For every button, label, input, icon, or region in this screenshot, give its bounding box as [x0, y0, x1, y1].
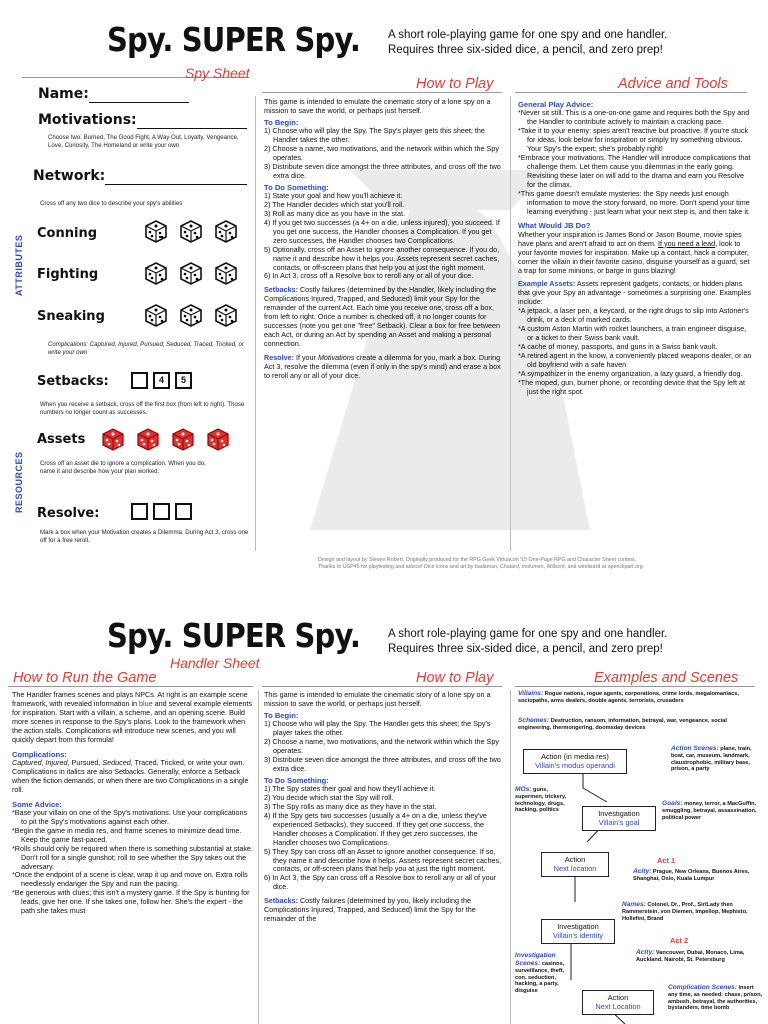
setbacks-help: When you receive a setback, cross off the first box (from left to right). Those numbers no longer count as successes. — [40, 401, 245, 416]
act-2-cities — [636, 949, 760, 964]
credits-line: Thanks to USP45 for playtesting and advice! Dice icons and art by badaman, Chatard, molumen, Willscrit, and wirelizard at openclipart.org. — [318, 564, 645, 571]
do-step: 2) The Handler decides which stat you'll roll. — [264, 200, 405, 210]
scene-box-title: Investigation — [557, 922, 599, 931]
begin-step: 1) Choose who will play the Spy. The Handler gets this sheet; the Spy's player takes the other. — [264, 719, 491, 738]
begin-steps — [264, 127, 504, 181]
setback-boxes — [131, 372, 197, 389]
bottom-how-to-play-heading: How to Play — [416, 670, 494, 686]
assets-label: Assets — [37, 432, 86, 447]
do-step: 5) They Spy can cross off an Asset to ignore another consequence. If so, they name it and describe how it helps. Assets represent secret caches, contacts, or off-screen plans that help you at just the right moment. — [264, 846, 502, 874]
act-2-city-heading: Acity: — [636, 949, 655, 956]
scene-box-investigation-2[interactable] — [541, 919, 615, 944]
column-divider — [510, 96, 511, 551]
villains-text: Rogue nations, rogue agents, corporations, crime lords, megalomaniacs, sociopaths, arms dealers, double agents, terrorists, crusaders — [518, 691, 739, 704]
resolve-help: Mark a box when your Motivation creates a Dilemma. During Act 3, cross one off for a free reroll. — [40, 529, 249, 544]
action-scenes-heading: Action Scenes: — [671, 745, 719, 752]
act-1-label — [657, 857, 677, 866]
die-icon[interactable] — [143, 218, 169, 244]
to-begin-heading: To Begin: — [264, 117, 299, 127]
mos-heading: MOs: — [515, 786, 532, 793]
run-text: The Handler frames scenes and plays NPCs. At right is an example scene framework, with revealed information in — [12, 690, 248, 708]
act-1-cities — [633, 868, 761, 883]
asset-example: *A retired agent in the know, a conveniently placed weapons dealer, or an old boyfriend with a safe haven — [518, 350, 752, 369]
goals-list — [662, 800, 762, 821]
do-step: 4) If the Spy gets two successes (usually a 4+ on a die, unless they've experienced Setbacks), they succeed. If they get one success, the Handler chooses a Complication. If they get zero successes, the Handler chooses two Complications. — [264, 810, 487, 847]
general-advice-heading: General Play Advice: — [518, 100, 594, 109]
do-step: 3) The Spy rolls as many dice as they have in the stat. — [264, 802, 437, 812]
do-steps — [264, 192, 504, 281]
die-icon[interactable] — [213, 260, 239, 286]
advice-item: *Once the endpoint of a scene is clear, wrap it up and move on. Extra rolls needlessly endanger the Spy and ruin the pacing. — [12, 870, 248, 889]
example-assets-heading: Example Assets: — [518, 279, 576, 289]
scene-box-subtitle: Villain's goal — [598, 818, 640, 828]
act-1-text: Act 1 — [657, 856, 676, 865]
scene-box-title: Action — [564, 855, 586, 864]
bottom-title: Spy. SUPER Spy. — [107, 616, 360, 655]
network-line[interactable] — [105, 173, 247, 185]
goals-heading: Goals: — [662, 800, 683, 807]
resolve-text: If your — [293, 352, 318, 362]
jb-heading: What Would JB Do? — [518, 221, 591, 231]
spy-sheet-label: Spy Sheet — [185, 65, 250, 81]
resolve-box[interactable] — [175, 503, 192, 520]
red-die-icon[interactable] — [170, 426, 196, 452]
assets-help: Cross off an asset die to ignore a complication. When you do, name it and describe how your plan worked. — [40, 460, 206, 475]
die-icon[interactable] — [178, 218, 204, 244]
setbacks-text: Costly failures (determined by the Handler, likely including the Complications Injured, Trapped, and Seduced) limit your Spy for the remainder of the current Act. Each time you receive one, cross off a box, from left to right. Once a number is checked off, it no longer counts for successes (note you get one "free" Setback). Clear a box for free between each Act, or during an Act by spending an Asset and making a personal connection. — [264, 285, 501, 348]
begin-step: 1) Choose who will play the Spy. The Spy's player gets this sheet; the Handler takes the other. — [264, 126, 485, 145]
top-tagline-line-1: A short role-playing game for one spy and one handler. — [388, 29, 668, 41]
to-do-heading: To Do Something: — [264, 182, 329, 192]
asset-example: *A custom Aston Martin with rocket launchers, a train engineer disguise, or a ticket to their Swiss bank vault. — [518, 324, 747, 343]
begin-step: 3) Distribute seven dice amongst the three attributes, and cross off the two extra dice. — [264, 754, 501, 773]
name-field[interactable] — [38, 86, 189, 103]
scene-box-opening[interactable] — [523, 749, 627, 774]
scene-box-subtitle: Next Location — [595, 1002, 641, 1012]
attribute-fighting: Fighting — [37, 267, 99, 282]
top-title: Spy. SUPER Spy. — [107, 20, 360, 59]
resolve-text-italic: Motivations — [317, 352, 355, 362]
names-list — [622, 901, 762, 922]
handler-sheet-label: Handler Sheet — [170, 655, 260, 671]
complications-help-text: Captured, Injured, Pursued, Seduced, Traced, Tricked, or write your own — [48, 341, 244, 356]
motivations-line[interactable] — [137, 117, 247, 129]
motivations-label: Motivations: — [38, 112, 137, 128]
mos-list — [515, 786, 577, 814]
setbacks-paragraph — [264, 286, 504, 348]
complication-scenes-text: insert any time, as needed: chase, prison, ambush, betrayal, the authorities, bystanders, time bomb — [668, 985, 763, 1012]
asset-example: *A sympathizer in the enemy organization, a lazy guard, a friendly dog. — [518, 368, 743, 378]
die-icon[interactable] — [178, 302, 204, 328]
setbacks-lead: Setbacks: — [264, 285, 298, 295]
attributes-help: Cross off any two dice to describe your spy's abilities — [40, 200, 183, 207]
scene-box-title: Action — [607, 993, 629, 1002]
assets-intro: Assets represent gadgets, contacts, or hidden plans that give your Spy an advantage - sometimes a surprising one. Examples include: — [518, 279, 751, 307]
lead-link[interactable]: If you need a lead — [658, 238, 716, 248]
examples-heading: Examples and Scenes — [594, 670, 739, 686]
asset-example: *A jetpack, a laser pen, a keycard, or the right drugs to slip into Astoner's drink, or a deck of marked cards. — [518, 306, 749, 325]
general-advice-list — [518, 109, 752, 216]
resolve-box[interactable] — [153, 503, 170, 520]
investigation-scenes-text: casinos, surveillance, theft, con, seduction, hacking, a party, disguise — [515, 960, 565, 994]
resolve-paragraph — [264, 354, 504, 381]
advice-body — [518, 98, 752, 396]
motivations-help: Choose two: Burned, The Good Fight, A Way Out, Loyalty, Vengeance, Love, Curiosity, The Homeland or write your own — [48, 134, 239, 149]
scene-box-title: Action (in media res) — [541, 752, 609, 761]
resolve-box[interactable] — [131, 503, 148, 520]
red-die-icon[interactable] — [205, 426, 231, 452]
do-step: 2) You decide which stat the Spy will roll. — [264, 793, 394, 803]
villains-heading: Villains: — [518, 690, 544, 697]
do-step: 4) If you get two successes (a 4+ on a die, unless injured), you succeed. If you get one success, the Handler chooses a Complication. If you get zero successes, the Handler chooses two Complications. — [264, 217, 500, 245]
credits-line: Design and layout by Steven Robert. Originally produced for the RPG Geek Virtuacon '15 One-Page RPG and Character Sheet contest. — [318, 557, 637, 563]
assets-paragraph — [518, 280, 752, 307]
attributes-side-label: ATTRIBUTES — [14, 234, 24, 296]
some-advice-heading: Some Advice: — [12, 799, 62, 809]
schemes-heading: Schemes: — [518, 717, 550, 724]
run-game-body — [12, 691, 254, 916]
resolve-lead: Resolve: — [264, 352, 294, 362]
run-intro — [12, 691, 254, 745]
advice-heading: Advice and Tools — [618, 76, 728, 92]
resolve-label: Resolve: — [37, 506, 100, 521]
die-icon[interactable] — [143, 302, 169, 328]
intro-paragraph: This game is intended to emulate the cinematic story of a lone spy on a mission to save the world, or perhaps just herself. — [264, 690, 491, 708]
to-begin-heading: To Begin: — [264, 710, 299, 720]
scene-box-subtitle: Villain's modus operandi — [535, 761, 615, 771]
do-step: 5) Optionally, cross off an Asset to ignore another consequence. If you do, name it and describe how it helps you. Assets represent secret caches, contacts, or off-screen plans that help you at just the right moment. — [264, 244, 500, 272]
run-game-heading: How to Run the Game — [13, 670, 157, 686]
villains-list — [518, 690, 758, 705]
jb-text: Whether your inspiration is James Bond or Jason Bourne, movie spies have plans and aren't afraid to act on them. — [518, 229, 742, 248]
resolve-boxes — [131, 503, 197, 520]
do-step: 1) State your goal and how you'll achieve it. — [264, 191, 403, 201]
advice-item: *Never sit still. This is a one-on-one game and requires both the Spy and the Handler to contribute actively to maintain a cracking pace. — [518, 108, 750, 127]
complications-paragraph: Complications in italics are also Setbacks. Generally, enforce a Setback when the fiction demands, or when there are two Complications in a single roll. — [12, 766, 249, 794]
die-icon[interactable] — [178, 260, 204, 286]
complications-help-lead: Complications: — [48, 341, 88, 348]
die-icon[interactable] — [143, 260, 169, 286]
setbacks-label: Setbacks: — [37, 374, 109, 389]
attribute-conning: Conning — [37, 226, 97, 241]
top-tagline — [388, 28, 667, 58]
setbacks-text: Costly failures (determined by you, likely including the Complications Injured, Trapped, and Seduced) limit the Spy for the remainder of the — [264, 896, 476, 924]
advice-item: *Take it to your enemy: spies aren't reactive but proactive. If you're stuck for ideas, look below for inspiration or simply try something obvious. Your Spy's the expert; she's probably right! — [518, 126, 749, 154]
conning-dice — [143, 218, 248, 247]
mos-text: guns, supermen, trickery, technology, drugs, hacking, politics — [515, 787, 567, 814]
fighting-dice — [143, 260, 248, 289]
act-1-city-heading: Acity: — [633, 868, 652, 875]
complication-scenes-list — [668, 984, 764, 1012]
begin-step: 2) Choose a name, two motivations, and the network within which the Spy operates. — [264, 737, 499, 756]
setbacks-lead: Setbacks: — [264, 896, 298, 906]
attribute-sneaking: Sneaking — [37, 309, 105, 324]
network-field[interactable] — [33, 168, 247, 185]
run-blue-word: blue — [139, 698, 153, 708]
comp-text: Pursued, — [69, 757, 103, 767]
action-scenes-text: plane, train, boat, car, museum, landmark, claustrophobic, military base, prison, a party — [671, 746, 752, 773]
comp-italic: Captured, Injured, — [12, 757, 70, 767]
advice-item: *This game doesn't emulate mysteries: the Spy needs just enough information to move the story forward, no more. Don't spend your time learning everything - just learn what your next step is, and then take it. — [518, 188, 750, 216]
goals-text: money, terror, a MacGuffin, smuggling, betrayal, assassination, political power — [662, 801, 757, 821]
scene-box-action-2[interactable] — [541, 852, 609, 877]
action-scenes-list — [671, 745, 763, 773]
names-heading: Names: — [622, 901, 646, 908]
advice-item: *Begin the game in media res, and frame scenes to minimize dead time. Keep the game fast-paced. — [12, 825, 242, 844]
asset-example: *A cache of money, passports, and guns in a Swiss bank vault. — [518, 341, 718, 351]
bottom-tagline-line-1: A short role-playing game for one spy and one handler. — [388, 628, 668, 640]
motivations-field[interactable] — [38, 112, 247, 129]
names-text: Colonel, Dr., Prof., Sir/Lady then Rammerstein, von Diemen, Impellop, Mephisto, Hollefini, Brand — [622, 902, 748, 922]
schemes-list — [518, 717, 758, 732]
top-how-to-play-body — [264, 98, 504, 381]
asset-example: *The moped, gun, burner phone, or recording device that the Spy left at just the right spot. — [518, 377, 745, 396]
advice-item: *Base your villain on one of the Spy's motivations. Use your complications to pit the Spy's motivations against each other. — [12, 808, 248, 826]
schemes-text: Destruction, ransom, information, betrayal, war, vengeance, social engineering, thermongering, doomsday devices — [518, 718, 727, 731]
name-label: Name: — [38, 86, 89, 102]
setback-box[interactable]: 5 — [175, 372, 192, 389]
investigation-scenes-list — [515, 952, 575, 995]
do-step: 6) In Act 3, the Spy can cross off a Resolve box to reroll any or all of your dice. — [264, 873, 496, 892]
act-2-label — [670, 937, 700, 946]
column-divider — [255, 96, 256, 551]
top-tagline-line-2: Requires three six-sided dice, a pencil, and zero prep! — [388, 43, 663, 56]
setback-box[interactable]: 4 — [153, 372, 170, 389]
complications-help — [48, 341, 248, 357]
how-to-play-heading: How to Play — [416, 76, 494, 92]
column-divider — [258, 690, 259, 1024]
advice-item: *Be generous with clues; this isn't a mystery game. If the Spy is hunting for leads, give her one. If she takes one, follow her. She's the expert - the path she takes must — [12, 888, 250, 916]
act-2-text: Act 2 — [670, 936, 689, 945]
complications-heading: Complications: — [12, 749, 67, 759]
asset-dice — [100, 426, 240, 455]
column-divider — [510, 690, 511, 1024]
do-step: 6) In Act 3, cross off a Resolve box to reroll any or all of your dice. — [264, 271, 474, 281]
bottom-how-to-play-body — [264, 691, 504, 924]
scene-box-subtitle: Next location — [553, 864, 597, 874]
advice-item: *Embrace your motivations. The Handler will introduce complications that challenge them. Let them cause you dilemmas in the early going. Revisiting these later on will add to the drama and earn you Resolve for the climax. — [518, 153, 751, 189]
complication-scenes-heading: Complication Scenes: — [668, 984, 737, 991]
comp-italic: Seduced, — [102, 757, 133, 767]
assets-list — [518, 307, 752, 396]
red-die-icon[interactable] — [100, 426, 126, 452]
handler-advice-list — [12, 809, 254, 916]
act-1-city-text: Prague, New Orleans, Buenos Aires, Shanghai, Oslo, Kuala Lumpur — [633, 869, 750, 882]
advice-item: *Rolls should only be required when there is something substantial at stake. Don't roll for a single gunshot; roll to see whether the Spy takes out the adversary. — [12, 843, 253, 871]
do-steps — [264, 785, 504, 892]
jb-paragraph — [518, 231, 752, 276]
do-step: 1) The Spy states their goal and how they'll achieve it. — [264, 784, 436, 794]
to-do-heading: To Do Something: — [264, 775, 329, 785]
name-line[interactable] — [89, 91, 189, 103]
run-text: and several example elements for inspiration. Start with a villain, a scheme, and an opening scene. Build more scenes in response to the Spy's plans. Look to the framework when the action stalls. Complications will introduce new scenes, and you will quickly depart from this formula! — [12, 698, 253, 744]
resources-side-label: RESOURCES — [14, 451, 24, 513]
scene-box-action-3[interactable] — [582, 990, 654, 1015]
setback-box[interactable] — [131, 372, 148, 389]
credits — [318, 557, 758, 571]
die-icon[interactable] — [213, 302, 239, 328]
jb-text: , look to your favorite movies for inspiration. Make up a contact, hack a computer, corner the villain in their favorite casino, disguise yourself as a guard, set a trap for some minions, or barge in guns blazing! — [518, 238, 750, 275]
bottom-tagline-line-2: Requires three six-sided dice, a pencil, and zero prep! — [388, 642, 663, 655]
do-step: 3) Roll as many dice as you have in the stat. — [264, 209, 406, 219]
scene-box-investigation-1[interactable] — [582, 806, 656, 831]
red-die-icon[interactable] — [135, 426, 161, 452]
act-2-city-text: Vancouver, Dubai, Monaco, Lima, Auckland, Nairobi, St. Petersburg — [636, 950, 745, 963]
intro-paragraph: This game is intended to emulate the cinematic story of a lone spy on a mission to save the world, or perhaps just herself. — [264, 97, 491, 115]
begin-steps — [264, 720, 504, 774]
sneaking-dice — [143, 302, 248, 331]
setbacks-paragraph — [264, 897, 504, 924]
resolve-text: create a dilemma for you, mark a box. During Act 3, resolve the dilemma (even if only in the spy's mind) and erase a box to reroll any or all of your dice. — [264, 352, 501, 380]
investigation-scenes-heading: Investigation Scenes: — [515, 952, 556, 967]
comp-text: Traced, Tricked, or write your own. — [132, 757, 245, 767]
scene-box-subtitle: Villain's identity — [552, 931, 604, 941]
die-icon[interactable] — [213, 218, 239, 244]
bottom-tagline — [388, 627, 667, 657]
network-label: Network: — [33, 168, 106, 184]
begin-step: 2) Choose a name, two motivations, and the network within which the Spy operates. — [264, 144, 499, 163]
scene-box-title: Investigation — [598, 809, 640, 818]
begin-step: 3) Distribute seven dice amongst the three attributes, and cross off the two extra dice. — [264, 161, 501, 180]
